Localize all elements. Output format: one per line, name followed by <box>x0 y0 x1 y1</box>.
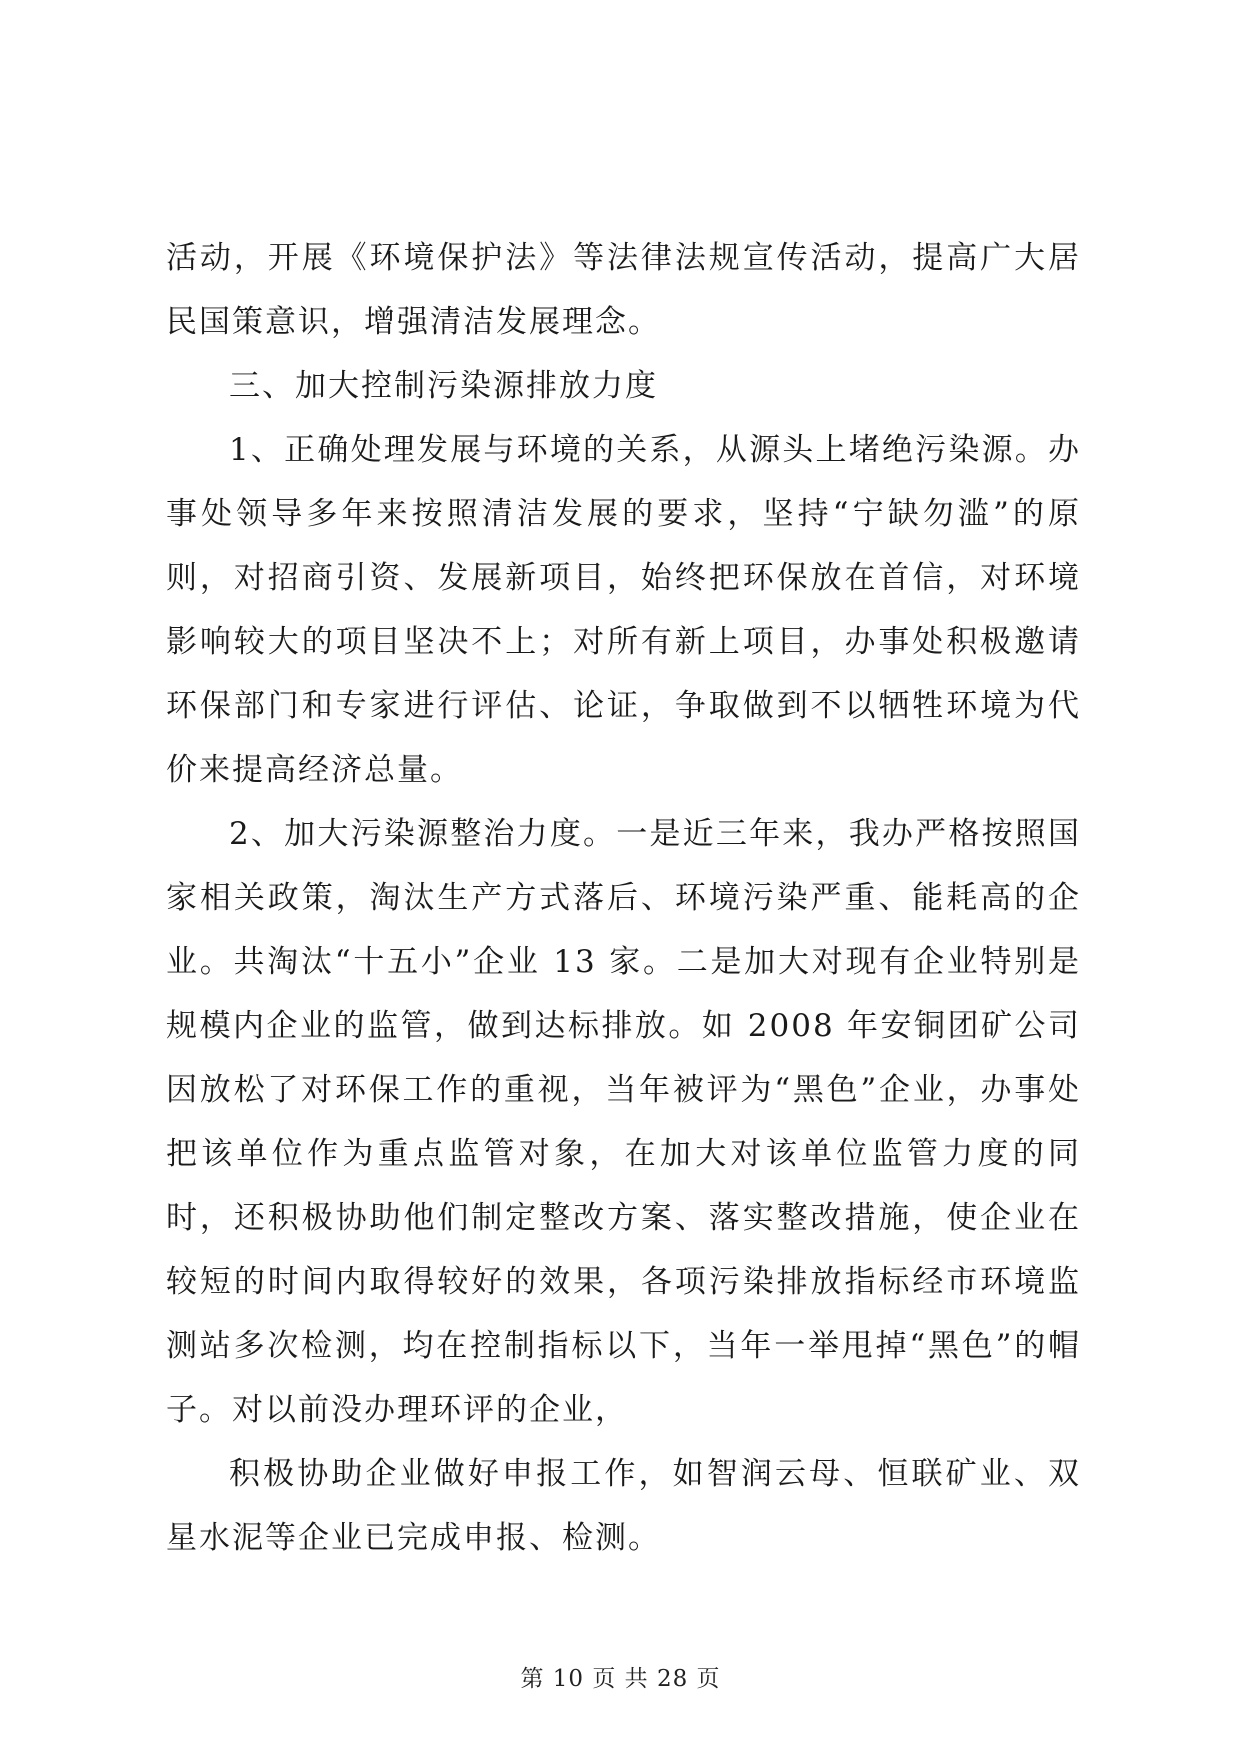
paragraph-continuation-2: 积极协助企业做好申报工作，如智润云母、恒联矿业、双星水泥等企业已完成申报、检测。 <box>166 1456 1081 1556</box>
section-heading: 三、加大控制污染源排放力度 <box>229 368 658 404</box>
page-number-footer: 第 10 页 共 28 页 <box>520 1666 721 1692</box>
paragraph-item-1: 1、正确处理发展与环境的关系，从源头上堵绝污染源。办事处领导多年来按照清洁发展的要求，坚持“宁缺勿滥”的原则，对招商引资、发展新项目，始终把环保放在首信，对环境影响较大的项目坚决不上；对所有新上项目，办事处积极邀请环保部门和专家进行评估、论证，争取做到不以牺牲环境为代价来提高经济总量。 <box>166 432 1081 788</box>
paragraph-item-2: 2、加大污染源整治力度。一是近三年来，我办严格按照国家相关政策，淘汰生产方式落后、环境污染严重、能耗高的企业。共淘汰“十五小”企业 13 家。二是加大对现有企业特别是规模内企业的监管，做到达标排放。如 2008 年安铜团矿公司因放松了对环保工作的重视，当年被评为“黑色”企业，办事处把该单位作为重点监管对象，在加大对该单位监管力度的同时，还积极协助他们制定整改方案、落实整改措施，使企业在较短的时间内取得较好的效果，各项污染排放指标经市环境监测站多次检测，均在控制指标以下，当年一举甩掉“黑色”的帽子。对以前没办理环评的企业， <box>166 816 1081 1428</box>
document-body <box>166 226 1081 1570</box>
paragraph-continuation: 活动，开展《环境保护法》等法律法规宣传活动，提高广大居民国策意识，增强清洁发展理念。 <box>166 240 1081 340</box>
